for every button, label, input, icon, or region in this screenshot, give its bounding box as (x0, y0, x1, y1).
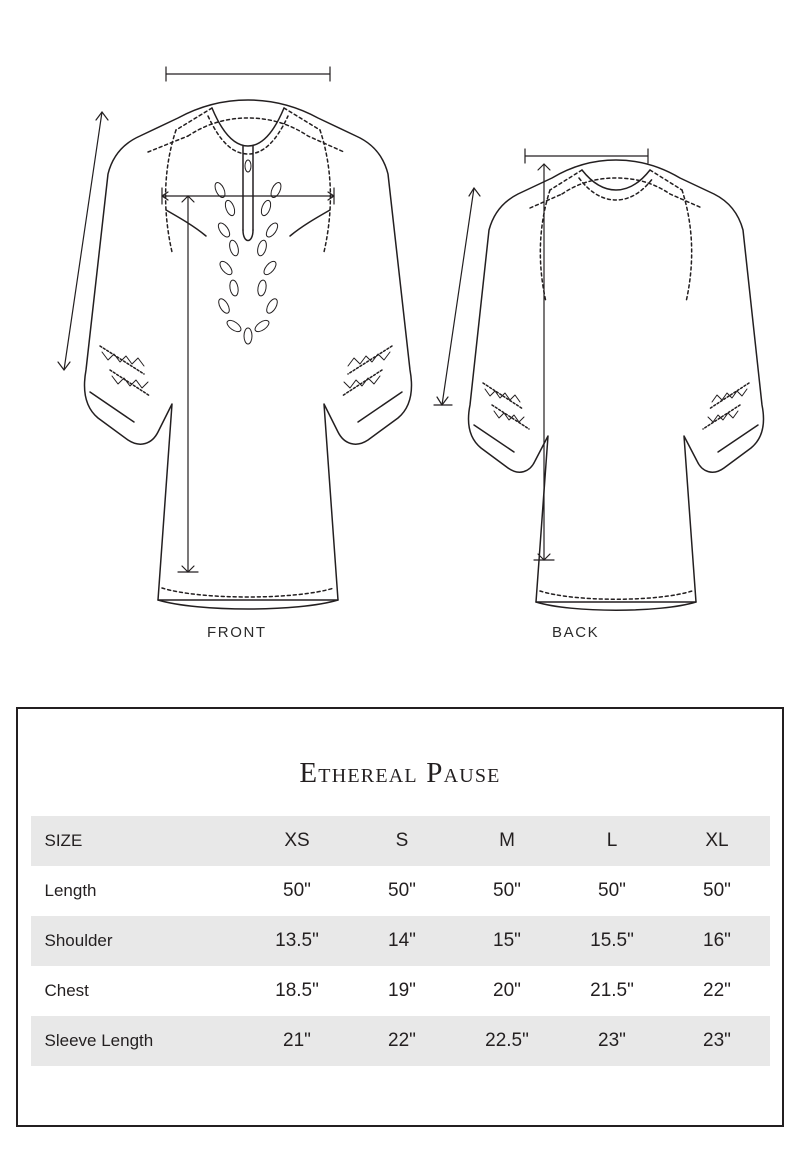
cell-chest-l: 21.5" (590, 980, 634, 1001)
cell-chest-s: 19" (388, 980, 416, 1001)
column-header-xs: XS (245, 816, 350, 866)
table-row (31, 866, 770, 916)
table-row (31, 966, 770, 1016)
table-row (31, 1016, 770, 1066)
cell-shoulder-l: 15.5" (560, 916, 665, 966)
cell-length-xl: 50" (703, 880, 731, 901)
cell-sleeve-xl: 23" (665, 1016, 770, 1066)
size-chart-card (16, 707, 784, 1127)
size-chart-table (31, 816, 770, 1066)
cell-length-s: 50" (388, 880, 416, 901)
cell-shoulder-m: 15" (455, 916, 560, 966)
table-row (31, 916, 770, 966)
row-label-chest: Chest (44, 981, 89, 1000)
row-label-length: Length (44, 881, 97, 900)
cell-length-l: 50" (598, 880, 626, 901)
cell-sleeve-s: 22" (350, 1016, 455, 1066)
cell-sleeve-m: 22.5" (455, 1016, 560, 1066)
cell-sleeve-l: 23" (560, 1016, 665, 1066)
cell-chest-xs: 18.5" (275, 980, 319, 1001)
cell-shoulder-xs: 13.5" (245, 916, 350, 966)
column-header-size: SIZE (31, 816, 245, 866)
row-label-shoulder: Shoulder (31, 916, 245, 966)
back-view-label: BACK (552, 624, 600, 641)
table-header-row (31, 816, 770, 866)
front-view-label: FRONT (207, 624, 267, 641)
product-title: Ethereal Pause (299, 757, 501, 789)
cell-sleeve-xs: 21" (245, 1016, 350, 1066)
row-label-sleeve-length: Sleeve Length (31, 1016, 245, 1066)
front-view-illustration (38, 40, 458, 660)
cell-length-xs: 50" (283, 880, 311, 901)
cell-shoulder-xl: 16" (665, 916, 770, 966)
cell-shoulder-s: 14" (350, 916, 455, 966)
cell-chest-xl: 22" (703, 980, 731, 1001)
cell-length-m: 50" (493, 880, 521, 901)
column-header-s: S (350, 816, 455, 866)
back-view-illustration (430, 120, 780, 660)
column-header-m: M (455, 816, 560, 866)
column-header-xl: XL (665, 816, 770, 866)
column-header-l: L (560, 816, 665, 866)
cell-chest-m: 20" (493, 980, 521, 1001)
